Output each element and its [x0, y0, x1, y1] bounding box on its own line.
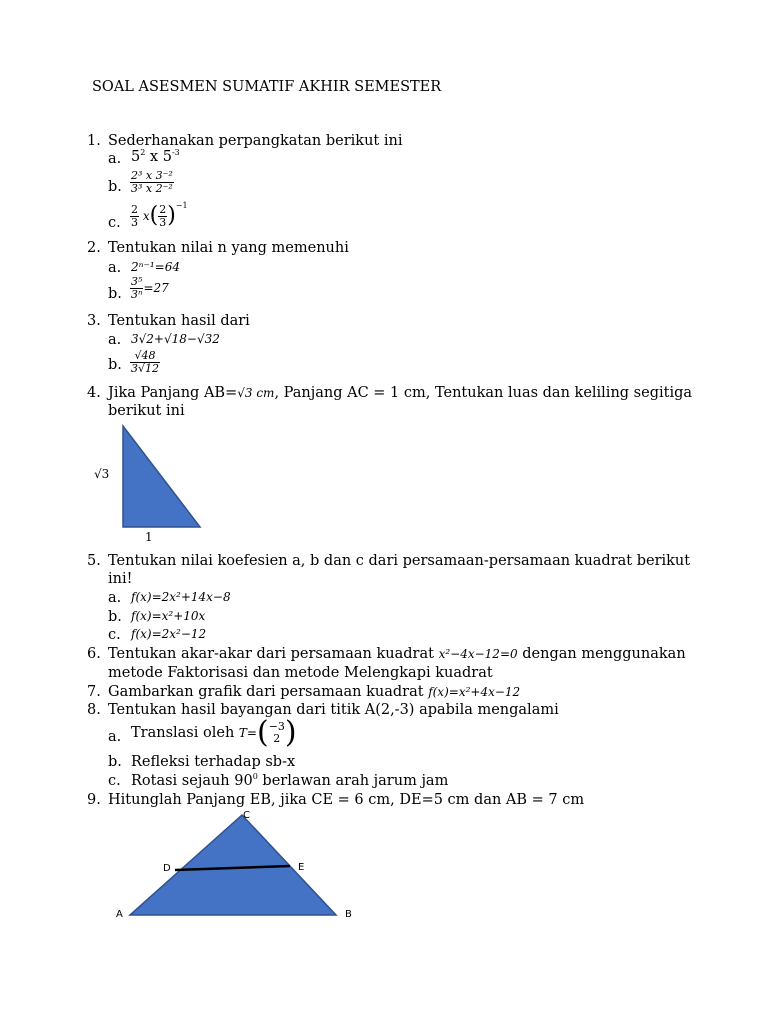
q1-item-b-expr: [130, 170, 174, 194]
q8-item-c-text: [131, 774, 448, 789]
q1-item-b-label: b.: [108, 179, 122, 195]
q6-text-a: Tentukan akar-akar dari persamaan kuadrat: [108, 646, 434, 662]
q1-b-numerator: 2³ x 3⁻²: [131, 169, 173, 182]
q9-label-b: B: [345, 909, 352, 920]
q2-item-a-label: a.: [108, 260, 122, 276]
q2-item-b-expr: [130, 276, 169, 300]
question-5-number: 5.: [87, 553, 101, 569]
question-6-text: [108, 647, 686, 662]
q2-b-rest: =27: [143, 281, 169, 296]
question-1-text: Sederhanakan perpangkatan berikut ini: [108, 133, 403, 149]
q5-item-b-expr: f(x)=x²+10x: [131, 609, 206, 623]
q3-b-denominator: 3√12: [131, 361, 160, 375]
q3-item-a-label: a.: [108, 332, 122, 348]
question-6-number: 6.: [87, 646, 101, 662]
q1-item-c-expr: $\frac{2}{3}$ x( $\frac{2}{3}$ )$^{-1}$: [131, 201, 188, 229]
q4-right-triangle: [123, 426, 200, 527]
q5-item-a-label: a.: [108, 590, 122, 606]
question-5-line2: ini!: [108, 571, 133, 587]
q3-item-b-expr: [130, 350, 160, 374]
q8-item-c-label: c.: [108, 773, 121, 789]
question-7-number: 7.: [87, 684, 101, 700]
q3-item-a-expr: 3√2+√18−√32: [131, 332, 220, 346]
question-4-text: [108, 386, 692, 401]
question-1-number: 1.: [87, 133, 101, 149]
q8-a-translasi: Translasi oleh: [131, 725, 235, 741]
q8-item-b-text: Refleksi terhadap sb-x: [131, 754, 296, 770]
question-7-text: [108, 685, 520, 700]
question-9-number: 9.: [87, 792, 101, 808]
q4-triangle-figure: [118, 424, 204, 530]
q9-label-d: D: [163, 863, 171, 874]
q7-math: f(x)=x²+4x−12: [428, 685, 521, 699]
q8-c-text-a: Rotasi sejauh 90: [131, 773, 253, 789]
q5-item-b-label: b.: [108, 609, 122, 625]
q3-b-numerator: √48: [130, 350, 160, 363]
q9-triangle-figure: [125, 812, 341, 918]
q1-b-denominator: 3³ x 2⁻²: [131, 181, 173, 195]
q8-c-text-b: berlawan arah jarum jam: [257, 773, 449, 789]
question-8-number: 8.: [87, 702, 101, 718]
q4-base-label: 1: [145, 530, 153, 544]
q9-label-a: A: [116, 909, 123, 920]
q8-a-T: T=: [238, 726, 257, 740]
q8-c-degree: 0: [252, 772, 258, 782]
q2-item-b-label: b.: [108, 286, 122, 302]
question-4-number: 4.: [87, 385, 101, 401]
question-2-text: Tentukan nilai n yang memenuhi: [108, 240, 349, 256]
q8-item-a-text: Translasi oleh T=( −3 2 ): [131, 715, 297, 750]
q4-text-a: Jika Panjang AB=: [108, 385, 238, 401]
question-8-text: Tentukan hasil bayangan dari titik A(2,-3) apabila mengalami: [108, 702, 559, 718]
q4-side-label: √3: [94, 467, 110, 481]
question-3-number: 3.: [87, 313, 101, 329]
question-5-text: Tentukan nilai koefesien a, b dan c dari persamaan-persamaan kuadrat berikut: [108, 553, 691, 569]
q5-item-c-label: c.: [108, 627, 121, 643]
q6-text-b: dengan menggunakan: [522, 646, 686, 662]
q4-text-b: , Panjang AC = 1 cm, Tentukan luas dan keliling segitiga: [274, 385, 693, 401]
q7-text-a: Gambarkan grafik dari persamaan kuadrat: [108, 684, 424, 700]
q1-item-c-label: c.: [108, 215, 121, 231]
q3-item-b-label: b.: [108, 357, 122, 373]
q8-item-a-label: a.: [108, 729, 122, 745]
q2-b-denominator: 3ⁿ: [131, 287, 143, 301]
q9-triangle-abc: [130, 815, 336, 915]
question-9-text: Hitunglah Panjang EB, jika CE = 6 cm, DE=5 cm dan AB = 7 cm: [108, 792, 585, 808]
question-6-line2: metode Faktorisasi dan metode Melengkapi kuadrat: [108, 665, 493, 681]
page-title: SOAL ASESMEN SUMATIF AKHIR SEMESTER: [92, 79, 442, 95]
q2-item-a-expr: 2ⁿ⁻¹=64: [131, 260, 180, 274]
q8-vector-top: −3: [268, 719, 285, 733]
q2-b-numerator: 3⁵: [131, 275, 143, 288]
q8-item-b-label: b.: [108, 754, 122, 770]
q1-item-a-label: a.: [108, 151, 122, 167]
q5-item-c-expr: f(x)=2x²−12: [131, 627, 207, 641]
q1-item-a-expr: $5^2$ x $5^{-3}$: [131, 148, 180, 165]
question-3-text: Tentukan hasil dari: [108, 313, 250, 329]
question-4-line2: berikut ini: [108, 403, 185, 419]
q9-label-c: C: [243, 810, 250, 821]
q8-vector-bottom: 2: [273, 732, 281, 745]
q9-label-e: E: [298, 862, 305, 873]
q4-math: √3 cm: [237, 386, 275, 400]
q6-math: x²−4x−12=0: [438, 647, 518, 661]
question-2-number: 2.: [87, 240, 101, 256]
q5-item-a-expr: f(x)=2x²+14x−8: [131, 590, 231, 604]
